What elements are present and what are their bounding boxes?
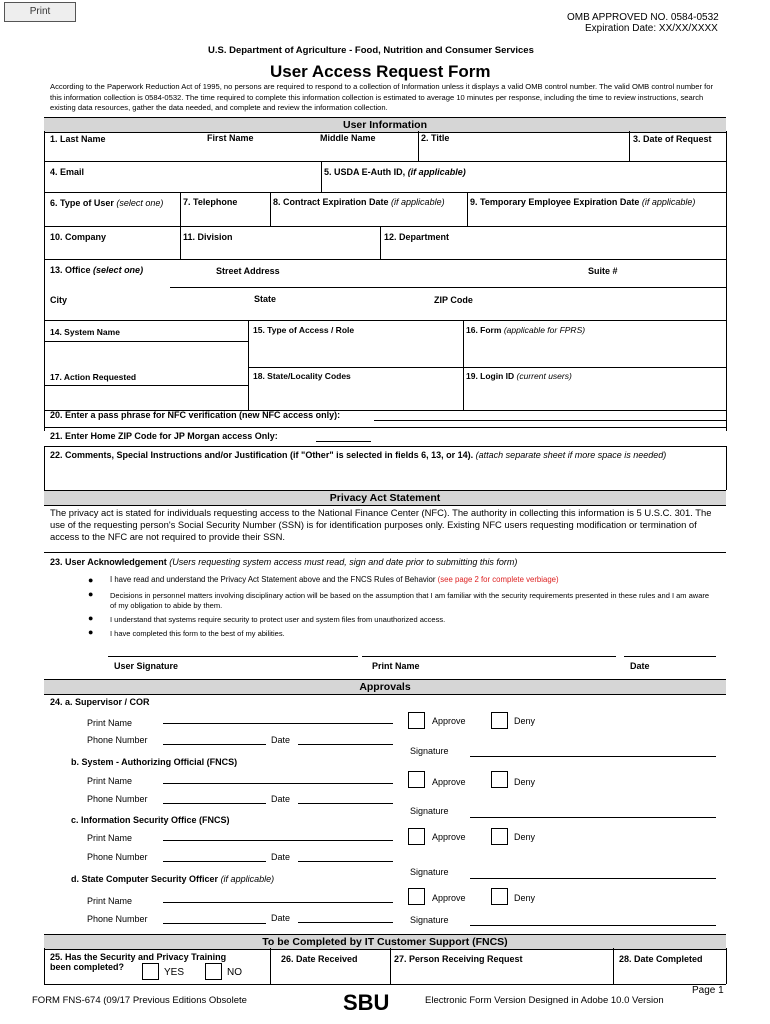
label-action: 17. Action Requested	[50, 372, 137, 382]
c-phone-line[interactable]	[163, 861, 266, 862]
a-deny-label: Deny	[514, 716, 536, 726]
label-contract-exp: 8. Contract Expiration Date (if applicable)	[273, 197, 445, 207]
omb-number: OMB APPROVED NO. 0584-0532	[567, 12, 719, 23]
footer-form: FORM FNS-674 (09/17 Previous Editions Obsolete	[32, 995, 247, 1006]
section-user-information: User Information	[44, 117, 726, 133]
section-approvals: Approvals	[44, 679, 726, 695]
label-city: City	[50, 295, 68, 305]
a-signature-line[interactable]	[470, 756, 716, 757]
b-approve-checkbox[interactable]	[408, 771, 425, 788]
b-phone-label: Phone Number	[87, 794, 148, 804]
bullet-icon: ●	[88, 589, 94, 599]
expiration-date: Expiration Date: XX/XX/XXXX	[585, 23, 718, 34]
label-department: 12. Department	[384, 232, 450, 242]
label-telephone: 7. Telephone	[183, 197, 238, 207]
d-phone-label: Phone Number	[87, 914, 148, 924]
d-deny-checkbox[interactable]	[491, 888, 508, 905]
d-print-name-line[interactable]	[163, 902, 393, 903]
label-division: 11. Division	[183, 232, 233, 242]
ack-bullet-1: I have read and understand the Privacy Act Statement above and the FNCS Rules of Behavior (see page 2 for complete verbiage)	[110, 575, 559, 584]
label-zip-jp: 21. Enter Home ZIP Code for JP Morgan access Only:	[50, 431, 278, 441]
label-date-request: 3. Date of Request	[633, 134, 712, 144]
no-label: NO	[227, 967, 242, 978]
yes-checkbox[interactable]	[142, 963, 159, 980]
b-signature-line[interactable]	[470, 817, 716, 818]
c-signature-line[interactable]	[470, 878, 716, 879]
label-email: 4. Email	[50, 167, 85, 177]
label-last-name: 1. Last Name	[50, 134, 106, 144]
b-deny-label: Deny	[514, 777, 536, 787]
d-date-label: Date	[271, 913, 291, 923]
c-approve-label: Approve	[432, 832, 466, 842]
label-system-name: 14. System Name	[50, 327, 120, 337]
label-q27: 27. Person Receiving Request	[394, 954, 523, 964]
d-signature-label: Signature	[410, 915, 449, 925]
label-type-user: 6. Type of User (select one)	[50, 198, 164, 208]
label-q25b: been completed?	[50, 962, 125, 972]
d-deny-label: Deny	[514, 893, 536, 903]
b-date-line[interactable]	[298, 803, 393, 804]
a-print-name-line[interactable]	[163, 723, 393, 724]
section-it-support: To be Completed by IT Customer Support (FNCS)	[44, 934, 726, 950]
a-phone-line[interactable]	[163, 744, 266, 745]
page-title: User Access Request Form	[270, 62, 491, 81]
footer-page: Page 1	[692, 985, 724, 996]
c-deny-checkbox[interactable]	[491, 828, 508, 845]
b-phone-line[interactable]	[163, 803, 266, 804]
approval-b-title: b. System - Authorizing Official (FNCS)	[71, 757, 238, 767]
label-access-role: 15. Type of Access / Role	[253, 325, 355, 335]
c-signature-label: Signature	[410, 867, 449, 877]
ack-bullet-2: Decisions in personnel matters involving disciplinary action will be based on the assumption that I am familiar with the security requirements presented in these rules and I am aware of my obligation to abide by them.	[110, 591, 710, 610]
b-print-name-label: Print Name	[87, 776, 133, 786]
department-header: U.S. Department of Agriculture - Food, Nutrition and Consumer Services	[208, 45, 534, 56]
b-signature-label: Signature	[410, 806, 449, 816]
c-date-line[interactable]	[298, 861, 393, 862]
label-eauth: 5. USDA E-Auth ID, (if applicable)	[324, 167, 466, 177]
a-signature-label: Signature	[410, 746, 449, 756]
privacy-text: The privacy act is stated for individuals requesting access to the National Finance Center (NFC). The authority in collecting this information is 5 U.S.C. 301. The use of the requesting person's Social Security Number (SSN) is for identification purposes only. Existing NFC users requesting modification or termination of access to the NFC are not required to provide their SSN.	[50, 507, 712, 542]
user-signature-line[interactable]	[108, 656, 358, 657]
ack-title: 23. User Acknowledgement (Users requesting system access must read, sign and date prior to submitting this form)	[50, 557, 518, 567]
a-approve-checkbox[interactable]	[408, 712, 425, 729]
label-user-signature: User Signature	[114, 661, 179, 671]
d-print-name-label: Print Name	[87, 896, 133, 906]
label-temp-exp: 9. Temporary Employee Expiration Date (if applicable)	[470, 197, 696, 207]
label-title: 2. Title	[421, 133, 450, 143]
label-first-name: First Name	[207, 133, 254, 143]
label-street: Street Address	[216, 266, 280, 276]
print-button[interactable]: Print	[4, 2, 76, 22]
ack-date-line[interactable]	[624, 656, 716, 657]
c-phone-label: Phone Number	[87, 852, 148, 862]
c-deny-label: Deny	[514, 832, 536, 842]
b-date-label: Date	[271, 794, 291, 804]
d-phone-line[interactable]	[163, 923, 266, 924]
label-suite: Suite #	[588, 266, 618, 276]
c-print-name-line[interactable]	[163, 840, 393, 841]
label-office: 13. Office (select one)	[50, 265, 144, 275]
label-state-codes: 18. State/Locality Codes	[253, 371, 351, 381]
label-ack-date: Date	[630, 661, 650, 671]
a-deny-checkbox[interactable]	[491, 712, 508, 729]
label-q25: 25. Has the Security and Privacy Training	[50, 952, 227, 962]
bullet-icon: ●	[88, 627, 94, 637]
d-signature-line[interactable]	[470, 925, 716, 926]
a-date-label: Date	[271, 735, 291, 745]
label-print-name: Print Name	[372, 661, 420, 671]
d-approve-checkbox[interactable]	[408, 888, 425, 905]
section-privacy: Privacy Act Statement	[44, 490, 726, 506]
b-deny-checkbox[interactable]	[491, 771, 508, 788]
label-form: 16. Form (applicable for FPRS)	[466, 325, 586, 335]
label-pass-phrase: 20. Enter a pass phrase for NFC verification (new NFC access only):	[50, 410, 341, 420]
approval-a-title: 24. a. Supervisor / COR	[50, 697, 150, 707]
c-approve-checkbox[interactable]	[408, 828, 425, 845]
d-approve-label: Approve	[432, 893, 466, 903]
a-phone-label: Phone Number	[87, 735, 148, 745]
footer-electronic: Electronic Form Version Designed in Adobe 10.0 Version	[425, 995, 664, 1006]
footer-sbu: SBU	[343, 990, 390, 1015]
ack-bullet-3: I understand that systems require security to protect user and system files from unauthorized access.	[110, 615, 446, 624]
label-comments: 22. Comments, Special Instructions and/or Justification (if "Other" is selected in fields 6, 13, or 14). (attach separate sheet if more space is needed)	[50, 450, 667, 460]
no-checkbox[interactable]	[205, 963, 222, 980]
label-middle-name: Middle Name	[320, 133, 376, 143]
label-q26: 26. Date Received	[281, 954, 358, 964]
label-state: State	[254, 294, 277, 304]
ack-bullet-4: I have completed this form to the best of my abilities.	[110, 629, 285, 638]
approval-c-title: c. Information Security Office (FNCS)	[71, 815, 230, 825]
c-print-name-label: Print Name	[87, 833, 133, 843]
a-date-line[interactable]	[298, 744, 393, 745]
b-approve-label: Approve	[432, 777, 466, 787]
label-q28: 28. Date Completed	[619, 954, 703, 964]
label-login: 19. Login ID (current users)	[466, 371, 572, 381]
d-date-line[interactable]	[298, 922, 393, 923]
c-date-label: Date	[271, 852, 291, 862]
approval-d-title: d. State Computer Security Officer (if applicable)	[71, 874, 275, 884]
a-print-name-label: Print Name	[87, 718, 133, 728]
a-approve-label: Approve	[432, 716, 466, 726]
bullet-icon: ●	[88, 613, 94, 623]
yes-label: YES	[164, 967, 185, 978]
label-company: 10. Company	[50, 232, 107, 242]
print-name-line[interactable]	[362, 656, 616, 657]
paperwork-notice: According to the Paperwork Reduction Act of 1995, no persons are required to respond to a collection of Information unless it displays a valid OMB control number. The valid OMB control number for this information collection is 0584-0532. The time required to complete this information collection is estimated to average 10 minutes per response, including the time to review instructions, search existing data resources, gather the data needed, and complete and review the information collection.	[50, 82, 713, 112]
b-print-name-line[interactable]	[163, 783, 393, 784]
label-zip: ZIP Code	[434, 295, 473, 305]
bullet-icon: ●	[88, 575, 94, 585]
